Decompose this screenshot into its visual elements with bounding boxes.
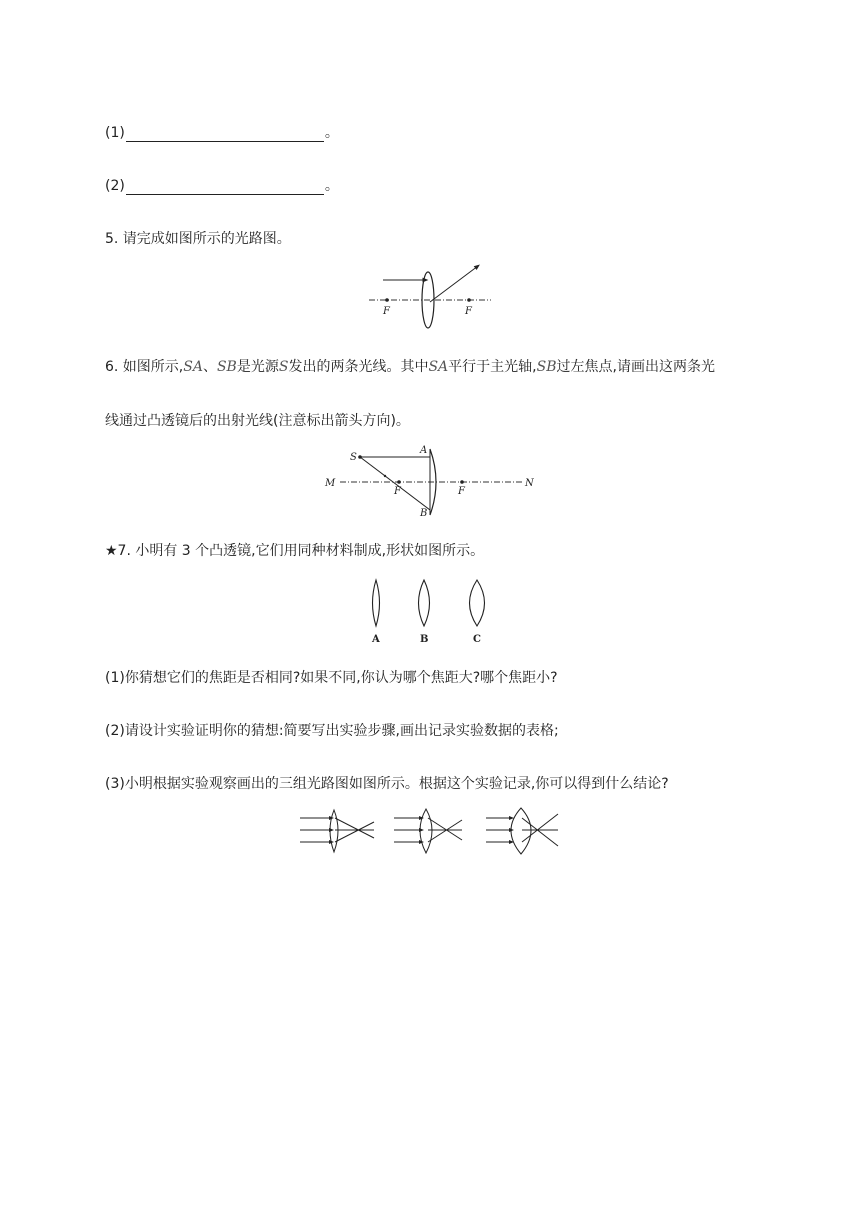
ray-diagram-2 (394, 809, 462, 853)
lens-b (419, 580, 430, 626)
lens-c (470, 580, 485, 626)
focus-left-label: F (383, 306, 390, 317)
ray-diagram-1 (300, 810, 374, 852)
focus-right-dot (460, 480, 464, 484)
ray-diagram-3 (486, 808, 558, 854)
q6-text-b: 、 (202, 359, 217, 375)
q6-source-s: S (278, 359, 289, 375)
q6-ray-sa-2: SA (428, 359, 449, 375)
ray-sb (360, 457, 430, 510)
answer-1-prefix: (1) (105, 125, 125, 141)
focus-right-dot (467, 298, 471, 302)
label-n: N (525, 478, 534, 489)
question-7-sub2: (2)请设计实验证明你的猜想:简要写出实验步骤,画出记录实验数据的表格; (105, 723, 559, 739)
focus-left-dot (397, 480, 401, 484)
question-6-figure (320, 442, 540, 520)
ray-through-focus (430, 266, 478, 302)
lens-c-label: C (473, 634, 481, 645)
q6-ray-sb: SB (216, 359, 237, 375)
answer-2-suffix: 。 (324, 178, 339, 194)
lens-b-label: B (420, 634, 429, 645)
answer-2-prefix: (2) (105, 178, 125, 194)
q6-text-e: 平行于主光轴, (448, 359, 537, 375)
label-a: A (420, 445, 428, 456)
q6-text-a: 6. 如图所示, (105, 359, 184, 375)
question-7-text: ★7. 小明有 3 个凸透镜,它们用同种材料制成,形状如图所示。 (105, 543, 485, 559)
source-s-dot (358, 455, 362, 459)
label-f-left: F (394, 486, 401, 497)
lens-a (373, 580, 380, 626)
focus-right-label: F (465, 306, 472, 317)
label-b: B (420, 508, 428, 519)
answer-1-suffix: 。 (324, 125, 339, 141)
label-s: S (350, 452, 357, 463)
question-5-figure (365, 262, 495, 332)
question-7-ray-diagrams (296, 806, 566, 858)
question-6-text-line2: 线通过凸透镜后的出射光线(注意标出箭头方向)。 (105, 413, 410, 429)
q6-ray-sa: SA (183, 359, 203, 375)
question-7-sub3: (3)小明根据实验观察画出的三组光路图如图所示。根据这个实验记录,你可以得到什么结论? (105, 776, 669, 792)
question-5-text: 5. 请完成如图所示的光路图。 (105, 231, 291, 247)
answer-2-blank[interactable] (126, 180, 324, 195)
answer-line-2 (105, 175, 339, 195)
label-f-right: F (458, 486, 465, 497)
q6-text-d: 发出的两条光线。其中 (288, 359, 429, 375)
question-7-sub1: (1)你猜想它们的焦距是否相同?如果不同,你认为哪个焦距大?哪个焦距小? (105, 670, 558, 686)
question-6-text-line1 (105, 356, 715, 376)
focus-left-dot (385, 298, 389, 302)
answer-1-blank[interactable] (126, 127, 324, 142)
q6-text-c: 是光源 (236, 359, 279, 375)
lens-a-label: A (372, 634, 380, 645)
label-m: M (325, 478, 336, 489)
q6-text-f: 过左焦点,请画出这两条光 (556, 359, 715, 375)
question-7-lenses-figure (360, 578, 500, 650)
q6-ray-sb-2: SB (536, 359, 557, 375)
answer-line-1 (105, 122, 339, 142)
